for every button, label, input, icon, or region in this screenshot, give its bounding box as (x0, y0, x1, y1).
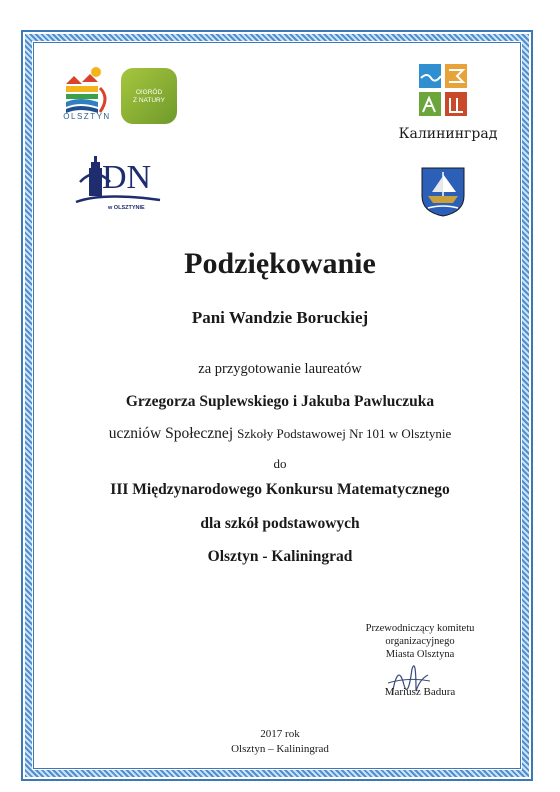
signatory-role-line2: organizacyjnego (385, 636, 455, 647)
ogrod-logo-line2: Z NATURY (133, 97, 165, 104)
contest-cities: Olsztyn - Kaliningrad (207, 548, 353, 565)
kaliningrad-emblem (417, 62, 469, 118)
svg-text:DN: DN (102, 159, 152, 196)
signatory-role-line1: Przewodniczący komitetu (365, 623, 475, 634)
school-line-part2: Szkoły Podstawowej Nr 101 w Olsztynie (237, 426, 452, 441)
student-names: Grzegorza Suplewskiego i Jakuba Pawluczuka (125, 393, 435, 410)
footer-place: Olsztyn – Kaliningrad (231, 743, 329, 755)
kaliningrad-label: Калининград (398, 126, 498, 142)
signatory-role-line3: Miasta Olsztyna (385, 649, 455, 660)
contest-name: III Międzynarodowego Konkursu Matematycznego (110, 481, 450, 498)
school-line-part1: uczniów Społecznej (108, 425, 234, 442)
odn-logo (72, 152, 164, 212)
ogrod-logo-line1: O!GRÓD (135, 89, 163, 96)
recipient-name: Pani Wandzie Boruckiej (191, 308, 369, 327)
ogrod-logo-text (121, 89, 177, 105)
to-line: do (273, 456, 287, 471)
ogrod-z-natury-logo (121, 68, 177, 124)
odn-logo-caption: w OLSZTYNIE (108, 205, 145, 211)
contest-level: dla szkół podstawowych (200, 515, 360, 532)
certificate-title: Podziękowanie (184, 247, 376, 280)
kaliningrad-coat-of-arms (420, 166, 466, 218)
school-line (40, 425, 520, 443)
signatory-name: Mariusz Badura (384, 686, 456, 698)
preparation-line: za przygotowanie laureatów (198, 361, 362, 377)
footer-year: 2017 rok (260, 728, 300, 740)
olsztyn-logo-caption: OLSZTYN (63, 112, 111, 121)
